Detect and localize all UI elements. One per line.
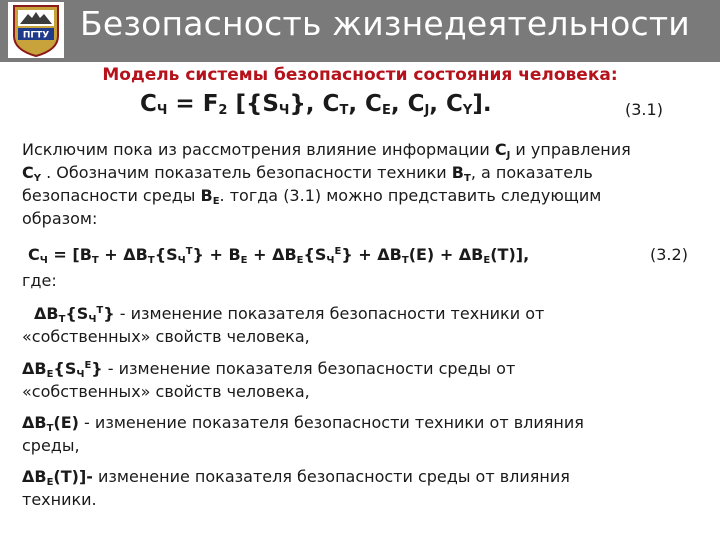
paragraph-line-4: образом: [22,209,98,228]
page-title: Безопасность жизнедеятельности [80,4,690,43]
formula-3-1: $C_Ч = F_2$ [$\{S_Ч\}$, $C_T$, $C_E$, $C_J$, $C_Y$]. [140,91,492,118]
formula-3-2: $C_Ч = [B_T + \Delta B_T\{S_Ч^T\} + B_E + \Delta B_E\{S_Ч^E\} + \Delta B_T(E) + \Delta B_E(T)]$, [28,245,530,266]
header-bar [0,0,720,62]
definition-2: $\Delta B_E\{S_Ч^E\}$ - изменение показателя безопасности среды от [22,359,516,380]
where-label: где: [22,271,57,290]
logo-text: ПГТУ [22,30,50,41]
definition-3: $\Delta B_T(E)$ - изменение показателя безопасности техники от влияния [22,413,584,434]
definition-1-continued: «собственных» свойств человека, [22,327,310,346]
equation-number-3-1: (3.1) [625,100,663,119]
definition-4: $\Delta B_E(T)]-$ изменение показателя безопасности среды от влияния [22,467,570,488]
paragraph-line-3: безопасности среды $В_Е$. тогда (3.1) можно представить следующим [22,186,602,207]
definition-3-continued: среды, [22,436,80,455]
paragraph-line-1: Исключим пока из рассмотрения влияние информации $С_J$ и управления [22,140,631,161]
equation-number-3-2: (3.2) [650,245,688,264]
definition-4-continued: техники. [22,490,97,509]
definition-1: $\Delta B_T\{S_Ч^T\}$ - изменение показателя безопасности техники от [34,304,545,325]
definition-2-continued: «собственных» свойств человека, [22,382,310,401]
university-logo-icon [8,2,64,58]
paragraph-line-2: $С_Y$ . Обозначим показатель безопасности техники $В_Т$, а показатель [22,163,593,184]
subtitle: Модель системы безопасности состояния человека: [102,65,618,85]
